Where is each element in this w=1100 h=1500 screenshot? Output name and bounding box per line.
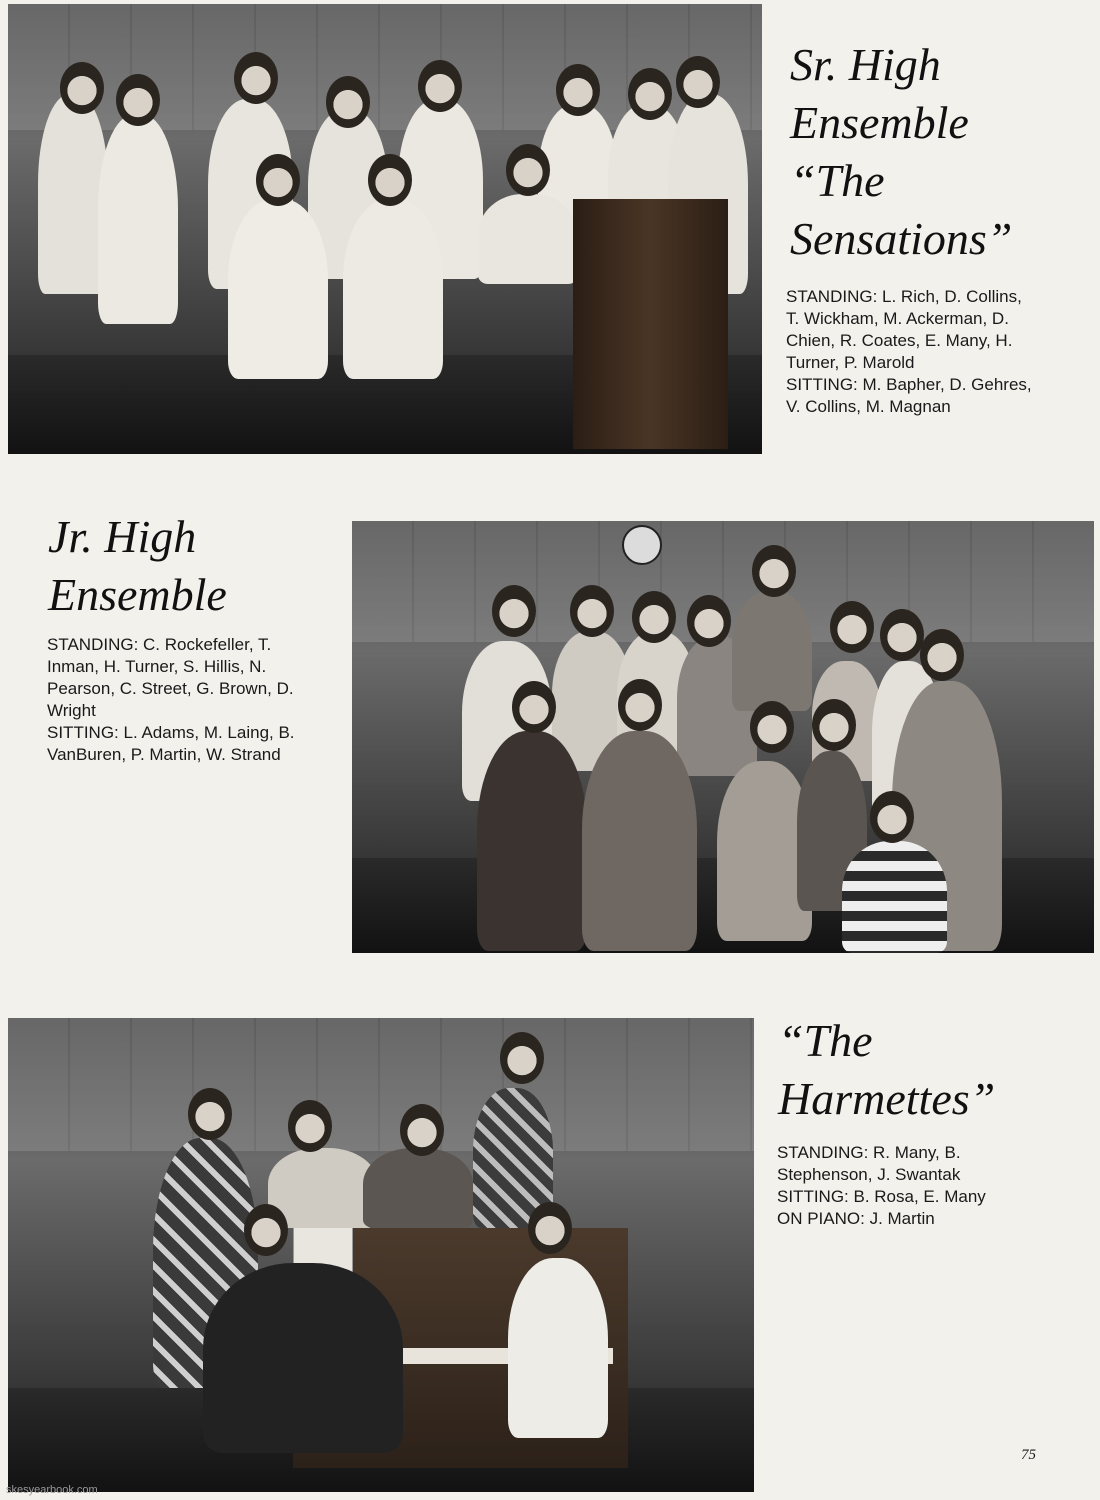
sensations-title: Sr. High Ensemble “The Sensations” <box>790 39 1013 264</box>
page-number: 75 <box>1021 1447 1036 1463</box>
harmettes-caption: STANDING: R. Many, B. Stephenson, J. Swantak SITTING: B. Rosa, E. Many ON PIANO: J. Martin <box>777 1143 986 1228</box>
jr-high-photo <box>352 521 1094 953</box>
harmettes-title: “The Harmettes” <box>778 1015 996 1124</box>
jr-high-title: Jr. High Ensemble <box>48 511 227 620</box>
sensations-photo <box>8 4 762 454</box>
watermark: skesyearbook.com <box>6 1484 98 1496</box>
harmettes-photo <box>8 1018 754 1492</box>
jr-high-caption: STANDING: C. Rockefeller, T. Inman, H. Turner, S. Hillis, N. Pearson, C. Street, G. Brown, D. Wright SITTING: L. Adams, M. Laing, B. VanBuren, P. Martin, W. Strand <box>47 635 295 764</box>
sensations-caption: STANDING: L. Rich, D. Collins, T. Wickham, M. Ackerman, D. Chien, R. Coates, E. Many, H. Turner, P. Marold SITTING: M. Bapher, D. Gehres, V. Collins, M. Magnan <box>786 287 1032 416</box>
